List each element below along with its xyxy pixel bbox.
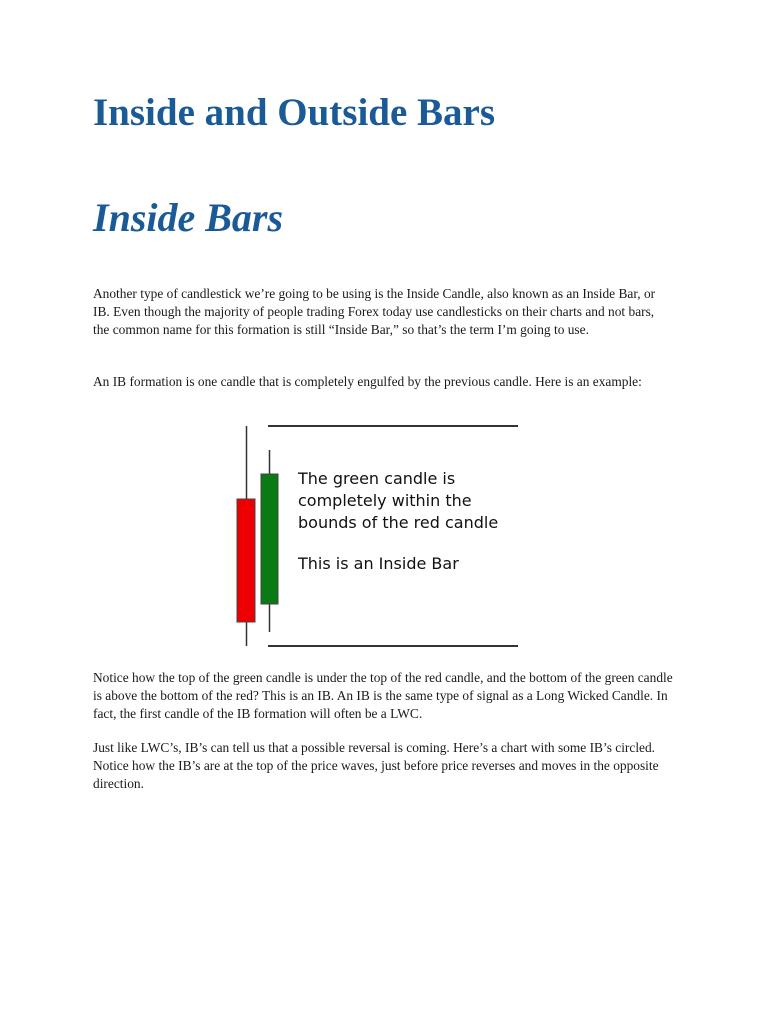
figure-label: This is an Inside Bar xyxy=(298,554,459,573)
paragraph-reversal: Just like LWC’s, IB’s can tell us that a possible reversal is coming. Here’s a chart with some IB’s circled. Notice how the IB’s are at the top of the price waves, just before price reverses and moves in the opposite direction. xyxy=(93,740,659,791)
green-candle-body xyxy=(261,474,278,604)
inside-bar-figure xyxy=(226,418,530,654)
section-title: Inside Bars xyxy=(93,195,284,240)
paragraph-intro: Another type of candlestick we’re going to be using is the Inside Candle, also known as an Inside Bar, or IB. Even though the majority of people trading Forex today use candlesticks on their charts and not bars, the common name for this formation is still “Inside Bar,” so that’s the term I’m going to use. xyxy=(93,286,656,337)
figure-caption-line-2: completely within the xyxy=(298,491,472,510)
figure-caption-line-3: bounds of the red candle xyxy=(298,513,499,532)
paragraph-explanation: Notice how the top of the green candle is under the top of the red candle, and the bottom of the green candle is above the bottom of the red? This is an IB. An IB is the same type of signal as a Long Wicked Candle. In fact, the first candle of the IB formation will often be a LWC. xyxy=(93,670,673,721)
figure-caption-line-1: The green candle is xyxy=(298,469,456,488)
page-title: Inside and Outside Bars xyxy=(93,91,496,134)
red-candle-body xyxy=(237,499,255,622)
paragraph-definition: An IB formation is one candle that is completely engulfed by the previous candle. Here is an example: xyxy=(93,374,642,389)
